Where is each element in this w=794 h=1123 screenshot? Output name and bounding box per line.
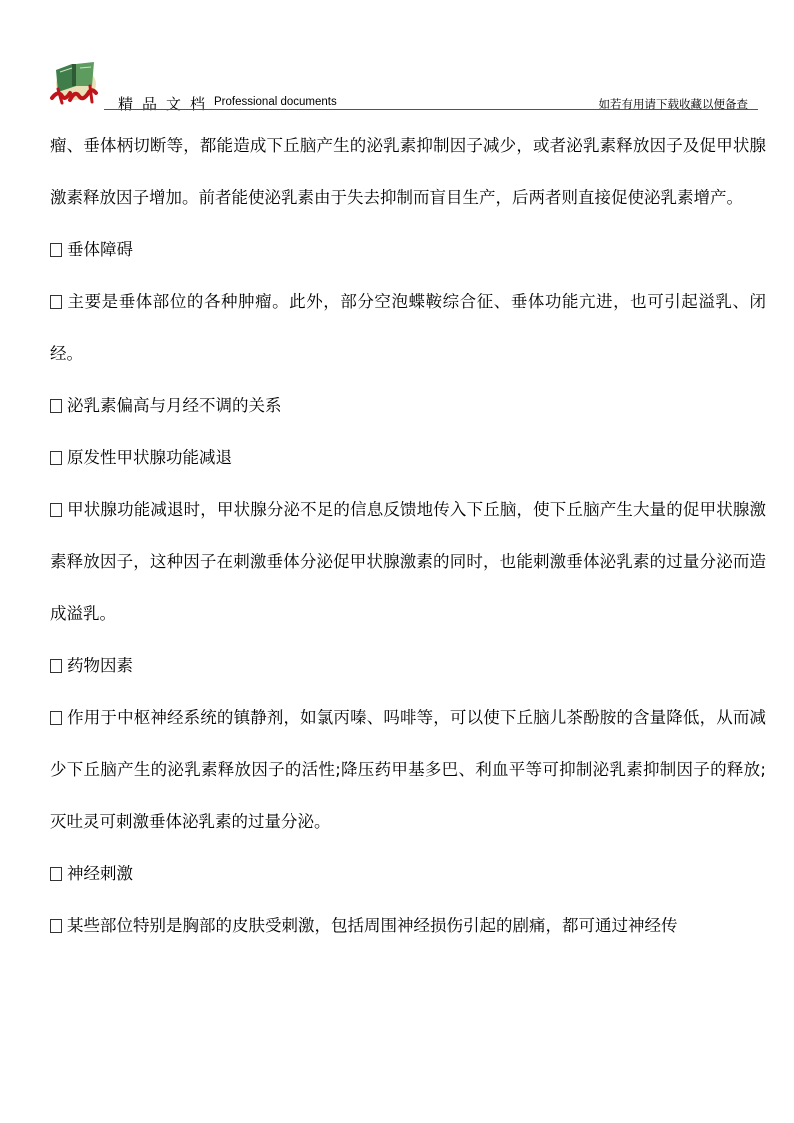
page-header xyxy=(0,0,794,112)
paragraph-text: 主要是垂体部位的各种肿瘤。此外，部分空泡蝶鞍综合征、垂体功能亢进，也可引起溢乳、闭经。 xyxy=(50,292,766,363)
header-title: 精品文档 xyxy=(118,95,215,113)
paragraph-text: 甲状腺功能减退时，甲状腺分泌不足的信息反馈地传入下丘脑，使下丘脑产生大量的促甲状腺激素释放因子，这种因子在刺激垂体分泌促甲状腺激素的同时，也能刺激垂体泌乳素的过量分泌而造成溢乳。 xyxy=(50,500,766,623)
paragraph xyxy=(50,120,766,224)
paragraph-text: 某些部位特别是胸部的皮肤受刺激，包括周围神经损伤引起的剧痛，都可通过神经传 xyxy=(67,916,678,935)
section-heading xyxy=(50,224,766,276)
checkbox-icon xyxy=(50,867,62,881)
document-body xyxy=(50,120,766,952)
paragraph-text: 垂体障碍 xyxy=(67,240,133,259)
checkbox-icon xyxy=(50,711,62,725)
header-subtitle: Professional documents xyxy=(214,96,337,108)
section-heading xyxy=(50,380,766,432)
section-heading xyxy=(50,848,766,900)
checkbox-icon xyxy=(50,659,62,673)
paragraph-text: 原发性甲状腺功能减退 xyxy=(67,448,232,467)
paragraph-text: 作用于中枢神经系统的镇静剂，如氯丙嗪、吗啡等，可以使下丘脑儿茶酚胺的含量降低，从而减少下丘脑产生的泌乳素释放因子的活性;降压药甲基多巴、利血平等可抑制泌乳素抑制因子的释放;灭吐灵可刺激垂体泌乳素的过量分泌。 xyxy=(50,708,766,831)
paragraph xyxy=(50,900,766,952)
checkbox-icon xyxy=(50,399,62,413)
paragraph xyxy=(50,276,766,380)
header-divider xyxy=(104,109,758,110)
checkbox-icon xyxy=(50,503,62,517)
checkbox-icon xyxy=(50,243,62,257)
section-heading xyxy=(50,640,766,692)
logo-icon xyxy=(46,56,104,108)
paragraph-text: 泌乳素偏高与月经不调的关系 xyxy=(67,396,282,415)
checkbox-icon xyxy=(50,295,62,309)
paragraph xyxy=(50,484,766,640)
paragraph-text: 药物因素 xyxy=(67,656,133,675)
checkbox-icon xyxy=(50,451,62,465)
section-heading xyxy=(50,432,766,484)
paragraph-text: 瘤、垂体柄切断等，都能造成下丘脑产生的泌乳素抑制因子减少，或者泌乳素释放因子及促甲状腺激素释放因子增加。前者能使泌乳素由于失去抑制而盲目生产，后两者则直接促使泌乳素增产。 xyxy=(50,136,766,207)
paragraph-text: 神经刺激 xyxy=(67,864,133,883)
checkbox-icon xyxy=(50,919,62,933)
header-note: 如若有用请下载收藏以便备查 xyxy=(598,97,748,111)
paragraph xyxy=(50,692,766,848)
